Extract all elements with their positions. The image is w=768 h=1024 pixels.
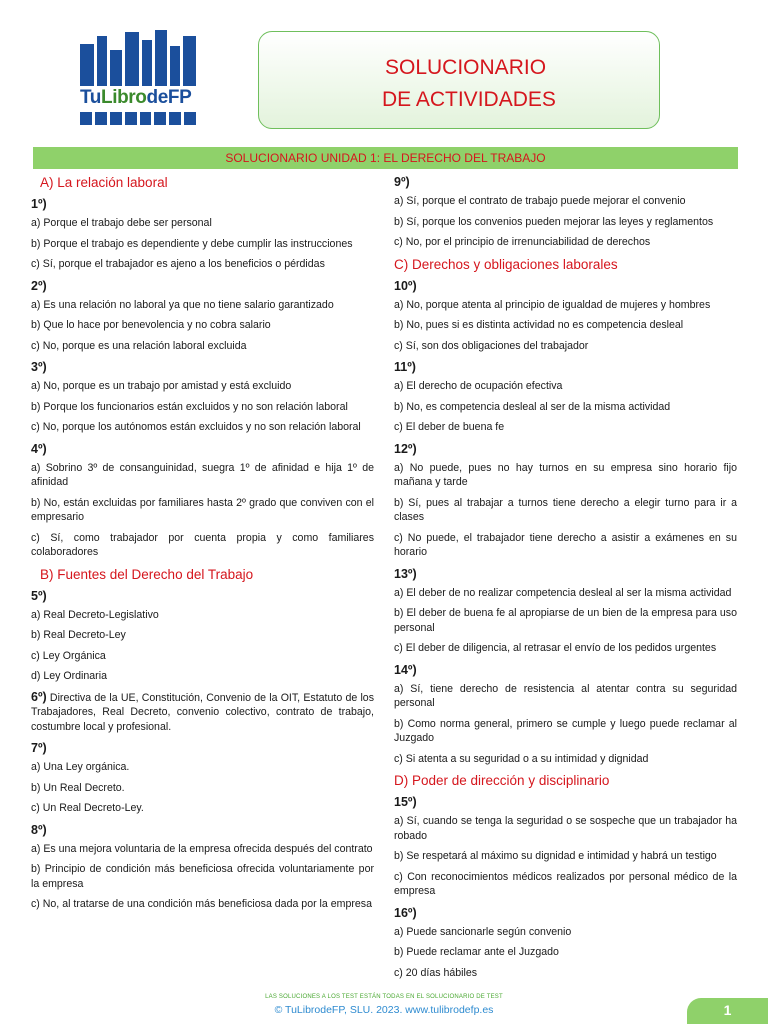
answer: a) Real Decreto-Legislativo [31, 608, 159, 621]
answer: b) No, es competencia desleal al ser de la misma actividad [394, 400, 671, 413]
question-number: 1º) [31, 197, 47, 211]
section-heading: D) Poder de dirección y disciplinario [394, 773, 610, 788]
answer: b) Porque el trabajo es dependiente y debe cumplir las instrucciones [31, 237, 353, 250]
answer: a) El derecho de ocupación efectiva [394, 380, 563, 392]
answer: c) Ley Orgánica [31, 649, 106, 662]
unit-banner: SOLUCIONARIO UNIDAD 1: EL DERECHO DEL TRABAJO [33, 147, 738, 169]
question-number: 8º) [31, 822, 47, 837]
answer: b) Un Real Decreto. [31, 781, 125, 794]
question-number: 13º) [394, 566, 417, 581]
answer: b) Se respetará al máximo su dignidad e intimidad y habrá un testigo [394, 850, 717, 862]
answer: a) El deber de no realizar competencia desleal al ser la misma actividad [394, 586, 732, 599]
answer: b) Que lo hace por benevolencia y no cobra salario [31, 319, 271, 331]
answer: b) Porque los funcionarios están excluidos y no son relación laboral [31, 400, 348, 413]
question-number: 16º) [394, 905, 417, 920]
answer: a) Porque el trabajo debe ser personal [31, 217, 212, 229]
question-number: 14º) [394, 662, 417, 677]
left-column [31, 174, 374, 918]
title-line-2: DE ACTIVIDADES [382, 88, 556, 111]
answer: b) Sí, pues al trabajar a turnos tiene derecho a elegir turno para ir a clases [394, 496, 737, 523]
logo-bars-graphic [80, 30, 196, 86]
question-number: 15º) [394, 795, 417, 809]
answer: b) El deber de buena fe al apropiarse de un bien de la empresa para uso personal [394, 607, 737, 634]
question-number: 9º) [394, 175, 410, 189]
answer: c) Un Real Decreto-Ley. [31, 802, 144, 814]
title-line-1: SOLUCIONARIO [385, 56, 547, 79]
title-box [258, 31, 660, 129]
answer: c) No, al tratarse de una condición más beneficiosa dada por la empresa [31, 898, 372, 910]
footer-copyright-link[interactable]: © TuLibrodeFP, SLU. 2023. www.tulibrodefp.es [274, 1004, 494, 1016]
section-heading: A) La relación laboral [40, 175, 168, 190]
answer: c) Sí, como trabajador por cuenta propia y como familiares colaboradores [31, 531, 374, 558]
answer: b) No, pues si es distinta actividad no es competencia desleal [394, 319, 684, 331]
answer: b) Sí, porque los convenios pueden mejorar las leyes y reglamentos [394, 215, 714, 228]
answer: c) No, por el principio de irrenunciabilidad de derechos [394, 236, 651, 248]
question-number: 2º) [31, 278, 47, 293]
answer: Directiva de la UE, Constitución, Convenio de la OIT, Estatuto de los Trabajadores, Real Decreto, convenio colectivo, contrato de trabajo, costumbre local y profesional. [31, 691, 374, 733]
page-number: 1 [687, 998, 768, 1024]
answer: c) El deber de buena fe [394, 421, 505, 433]
section-heading: B) Fuentes del Derecho del Trabajo [40, 566, 254, 582]
answer: a) Sobrino 3º de consanguinidad, suegra 1º de afinidad e hija 1º de afinidad [31, 461, 374, 488]
question-number: 5º) [31, 588, 47, 603]
answer: d) Ley Ordinaria [31, 670, 107, 682]
logo [80, 30, 196, 126]
answer: c) No, porque es una relación laboral excluida [31, 339, 247, 352]
answer: a) Puede sancionarle según convenio [394, 925, 572, 938]
answer: a) No puede, pues no hay turnos en su empresa sino horario fijo mañana y tarde [394, 461, 737, 488]
answer: c) No puede, el trabajador tiene derecho a asistir a exámenes en su horario [394, 531, 737, 558]
right-column [394, 174, 737, 986]
footer-note: LAS SOLUCIONES A LOS TEST ESTÁN TODAS EN EL SOLUCIONARIO DE TEST [265, 994, 503, 1000]
answer: a) Es una mejora voluntaria de la empresa ofrecida después del contrato [31, 842, 373, 855]
logo-text: TuLibrodeFP [80, 87, 192, 108]
answer: a) Una Ley orgánica. [31, 761, 130, 773]
section-heading: C) Derechos y obligaciones laborales [394, 256, 618, 272]
question-number: 11º) [394, 360, 416, 374]
answer: b) Puede reclamar ante el Juzgado [394, 946, 559, 958]
answer: c) 20 días hábiles [394, 966, 478, 979]
answer: a) No, porque atenta al principio de igualdad de mujeres y hombres [394, 298, 711, 311]
question-number: 10º) [394, 278, 417, 293]
answer: c) Sí, porque el trabajador es ajeno a los beneficios o pérdidas [31, 258, 325, 270]
answer: b) Real Decreto-Ley [31, 629, 126, 641]
answer: c) Sí, son dos obligaciones del trabajador [394, 339, 589, 352]
answer: a) Sí, porque el contrato de trabajo puede mejorar el convenio [394, 195, 686, 207]
answer: a) Es una relación no laboral ya que no tiene salario garantizado [31, 298, 334, 311]
answer: b) Como norma general, primero se cumple y luego puede reclamar al Juzgado [394, 717, 737, 744]
answer: c) El deber de diligencia, al retrasar el envío de los pedidos urgentes [394, 642, 717, 654]
answer: b) Principio de condición más beneficiosa ofrecida voluntariamente por la empresa [31, 863, 374, 890]
question-number: 3º) [31, 360, 47, 374]
answer: a) Sí, cuando se tenga la seguridad o se sospeche que un trabajador ha robado [394, 815, 737, 842]
question-6-answer [31, 690, 374, 735]
answer: b) No, están excluidas por familiares hasta 2º grado que conviven con el empresario [31, 496, 374, 523]
answer: a) No, porque es un trabajo por amistad y está excluido [31, 380, 292, 392]
answer: c) Si atenta a su seguridad o a su intimidad y dignidad [394, 752, 649, 765]
answer: c) No, porque los autónomos están excluidos y no son relación laboral [31, 421, 361, 433]
question-number: 7º) [31, 741, 47, 755]
question-number: 6º) [31, 689, 47, 704]
logo-base-graphic [80, 112, 196, 125]
question-number: 12º) [394, 441, 417, 456]
answer: a) Sí, tiene derecho de resistencia al atentar contra su seguridad personal [394, 682, 737, 709]
question-number: 4º) [31, 441, 47, 456]
answer: c) Con reconocimientos médicos realizados por personal médico de la empresa [394, 870, 737, 897]
